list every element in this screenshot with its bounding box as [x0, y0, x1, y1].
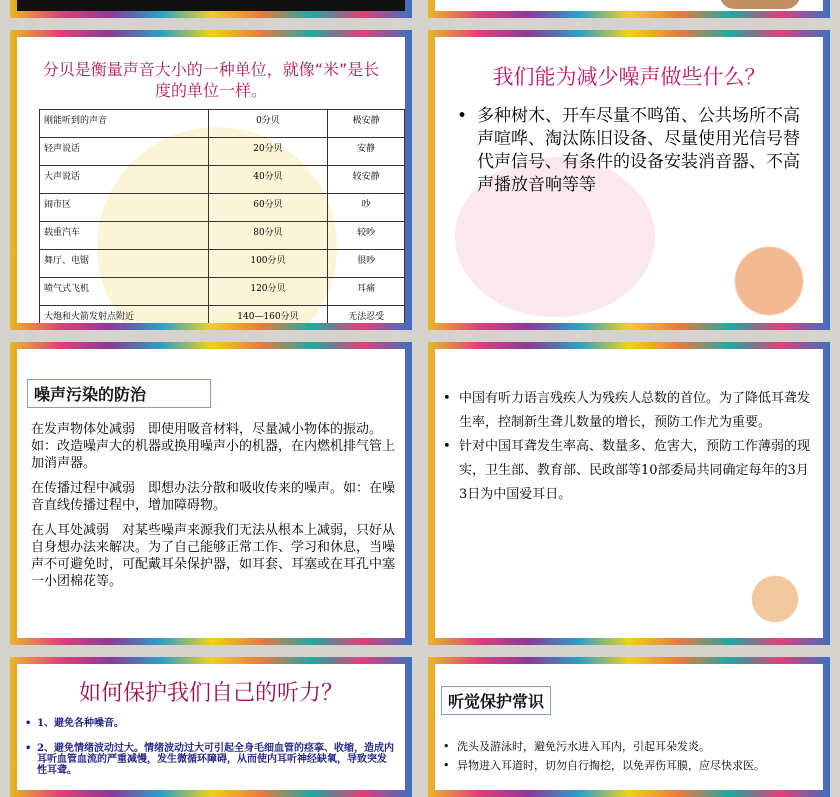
doctor-illustration — [735, 559, 815, 638]
decibel-table — [39, 109, 405, 323]
level-cell: 安静 — [328, 138, 405, 166]
paragraph: 在人耳处减弱 对某些噪声来源我们无法从根本上减弱，只好从自身想办法来解决。为了自己能够正常工作、学习和休息，当噪声不可避免时，可配戴耳朵保护器，如耳套、耳塞或在耳孔中塞一小团棉花等。 — [31, 523, 396, 589]
source-cell: 舞厅、电锯 — [40, 250, 209, 278]
slide-noise-prevention[interactable] — [10, 342, 412, 645]
decibel-cell: 80分贝 — [208, 222, 328, 250]
bullet-item: • 2、避免情绪波动过大。情绪波动过大可引起全身毛细血管的痉挛、收缩，造成内耳听血管血流的严重减慢，发生微循环障碍，从而使内耳听神经缺氧，导致突发性耳聋。 — [25, 743, 394, 776]
slide-body — [435, 0, 823, 11]
paragraph: 在发声物体处减弱 即使用吸音材料，尽量减小物体的振动。如：改造噪声大的机器或换用噪声小的机器，在内燃机排气管上加消声器。 — [31, 422, 396, 471]
source-cell: 闹市区 — [40, 194, 209, 222]
level-cell: 较吵 — [328, 222, 405, 250]
level-cell: 较安静 — [328, 166, 405, 194]
bullet-list — [443, 740, 813, 773]
paragraphs — [31, 421, 395, 590]
table-row — [40, 138, 405, 166]
bullet-list — [443, 387, 813, 507]
source-cell: 大炮和火箭发射点附近 — [40, 306, 209, 324]
bullet-list — [25, 718, 395, 776]
decibel-cell: 40分贝 — [208, 166, 328, 194]
table-row — [40, 110, 405, 138]
source-cell: 轻声说话 — [40, 138, 209, 166]
table-row — [40, 166, 405, 194]
bullet-item: • 针对中国耳聋发生率高、数量多、危害大，预防工作薄弱的现实，卫生部、教育部、民政部等10部委局共同确定每年的3月3日为中国爱耳日。 — [443, 439, 811, 502]
bullet-item: • 1、避免各种噪音。 — [25, 718, 124, 729]
table-row — [40, 222, 405, 250]
decibel-cell: 60分贝 — [208, 194, 328, 222]
ear-phone-illustration — [685, 237, 823, 323]
level-cell: 无法忍受 — [328, 306, 405, 324]
bullet-item: • 多种树木、开车尽量不鸣笛、公共场所不高声喧哗、淘汰陈旧设备、尽量使用光信号替代声信号、有条件的设备安装消音器、不高声播放音响等等 — [457, 106, 800, 195]
source-cell: 喷气式飞机 — [40, 278, 209, 306]
decibel-cell: 140—160分贝 — [208, 306, 328, 324]
illustration — [720, 0, 800, 9]
slide-protect-hearing[interactable] — [10, 657, 412, 797]
slide-title: 如何保护我们自己的听力？ — [78, 681, 343, 706]
slide-title: 听觉保护常识 — [441, 686, 551, 715]
slide-ear-day[interactable] — [428, 342, 830, 645]
level-cell: 极安静 — [328, 110, 405, 138]
decibel-cell: 0分贝 — [208, 110, 328, 138]
source-cell: 载重汽车 — [40, 222, 209, 250]
level-cell: 耳痛 — [328, 278, 405, 306]
slide-title: 噪声污染的防治 — [27, 379, 211, 408]
slide-title: 分贝是衡量声音大小的一种单位，就像“米”是长度的单位一样。 — [42, 60, 380, 100]
slide-partial-top-left[interactable] — [10, 0, 412, 18]
bullet-item: • 中国有听力语言残疾人为残疾人总数的首位。为了降低耳聋发生率，控制新生聋儿数量的增长，预防工作尤为重要。 — [443, 391, 811, 430]
table-row — [40, 306, 405, 324]
paragraph: 在传播过程中减弱 即想办法分散和吸收传来的噪声。如：在噪音直线传播过程中，增加障碍物。 — [31, 481, 396, 513]
decibel-cell: 120分贝 — [208, 278, 328, 306]
decibel-cell: 100分贝 — [208, 250, 328, 278]
bullet-item: • 异物进入耳道时，切勿自行掏挖，以免弄伤耳膜，应尽快求医。 — [443, 759, 765, 772]
source-cell: 刚能听到的声音 — [40, 110, 209, 138]
slide-reduce-noise[interactable] — [428, 30, 830, 330]
slide-hearing-tips[interactable] — [428, 657, 830, 797]
table-row — [40, 278, 405, 306]
photo — [17, 0, 405, 11]
table-row — [40, 250, 405, 278]
table-row — [40, 194, 405, 222]
slide-decibel-table[interactable] — [10, 30, 412, 330]
slide-title: 我们能为减少噪声做些什么？ — [492, 65, 766, 89]
source-cell: 大声说话 — [40, 166, 209, 194]
decibel-cell: 20分贝 — [208, 138, 328, 166]
bullet-item: • 洗头及游泳时，避免污水进入耳内，引起耳朵发炎。 — [443, 740, 710, 753]
slide-partial-top-right[interactable] — [428, 0, 830, 18]
level-cell: 很吵 — [328, 250, 405, 278]
level-cell: 吵 — [328, 194, 405, 222]
